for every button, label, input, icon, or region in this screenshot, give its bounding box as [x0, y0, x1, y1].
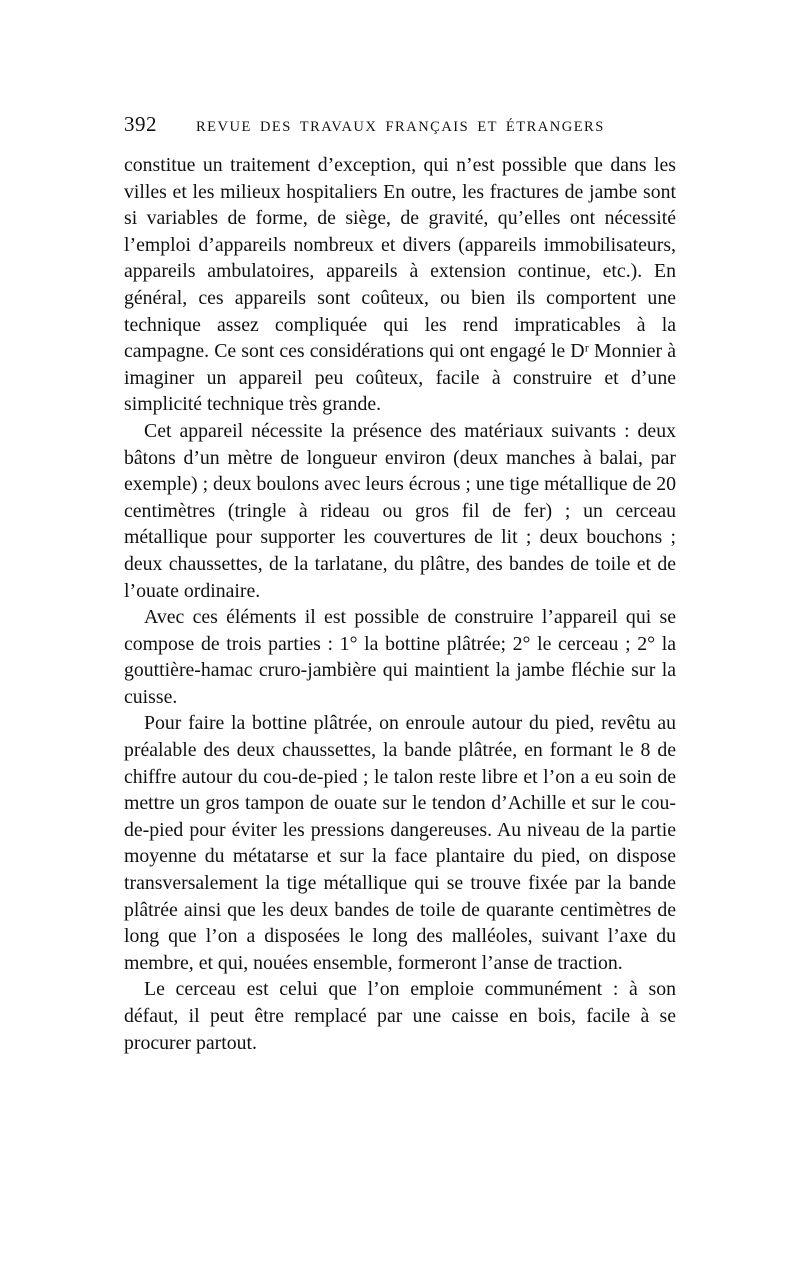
- paragraph-5: Le cerceau est celui que l’on emploie communément : à son défaut, il peut être remplacé par une caisse en bois, facile à se procurer partout.: [124, 978, 676, 1054]
- body-text: [124, 152, 676, 1056]
- paragraph-4: Pour faire la bottine plâtrée, on enroule autour du pied, revêtu au préalable des deux chaussettes, la bande plâtrée, en formant le 8 de chiffre autour du cou-de-pied ; le talon reste libre et l’on a eu soin de mettre un gros tampon de ouate sur le tendon d’Achille et sur le cou-de-pied pour éviter les pressions dangereuses. Au niveau de la partie moyenne du métatarse et sur la face plantaire du pied, on dispose transversalement la tige métallique qui se trouve fixée par la bande plâtrée ainsi que les deux bandes de toile de quarante centimètres de long que l’on a disposées le long des malléoles, suivant l’axe du membre, et qui, nouées ensemble, formeront l’anse de traction.: [124, 712, 676, 974]
- paragraph-3: Avec ces éléments il est possible de construire l’appareil qui se compose de trois parties : 1° la bottine plâtrée; 2° le cerceau ; 2° la gouttière-hamac cruro-jambière qui maintient la jambe fléchie sur la cuisse.: [124, 606, 676, 708]
- paragraph-1: constitue un traitement d’exception, qui n’est possible que dans les villes et les milieux hospitaliers En outre, les fractures de jambe sont si variables de forme, de siège, de gravité, qu’elles ont nécessité l’emploi d’appareils nombreux et divers (appareils immobilisateurs, appareils ambulatoires, appareils à extension continue, etc.). En général, ces appareils sont coûteux, ou bien ils comportent une technique assez compliquée qui les rend impraticables à la campagne. Ce sont ces considérations qui ont engagé le Dʳ Monnier à imaginer un appareil peu coûteux, facile à construire et d’une simplicité technique très grande.: [124, 154, 676, 416]
- book-page: [124, 112, 676, 1056]
- page-header: [124, 112, 676, 142]
- page-number: 392: [124, 112, 157, 136]
- paragraph-2: Cet appareil nécessite la présence des matériaux suivants : deux bâtons d’un mètre de longueur environ (deux manches à balai, par exemple) ; deux boulons avec leurs écrous ; une tige métallique de 20 centimètres (tringle à rideau ou gros fil de fer) ; un cerceau métallique pour supporter les couvertures de lit ; deux bouchons ; deux chaussettes, de la tarlatane, du plâtre, des bandes de toile et de l’ouate ordinaire.: [124, 419, 676, 602]
- running-title: REVUE DES TRAVAUX FRANÇAIS ET ÉTRANGERS: [196, 119, 605, 135]
